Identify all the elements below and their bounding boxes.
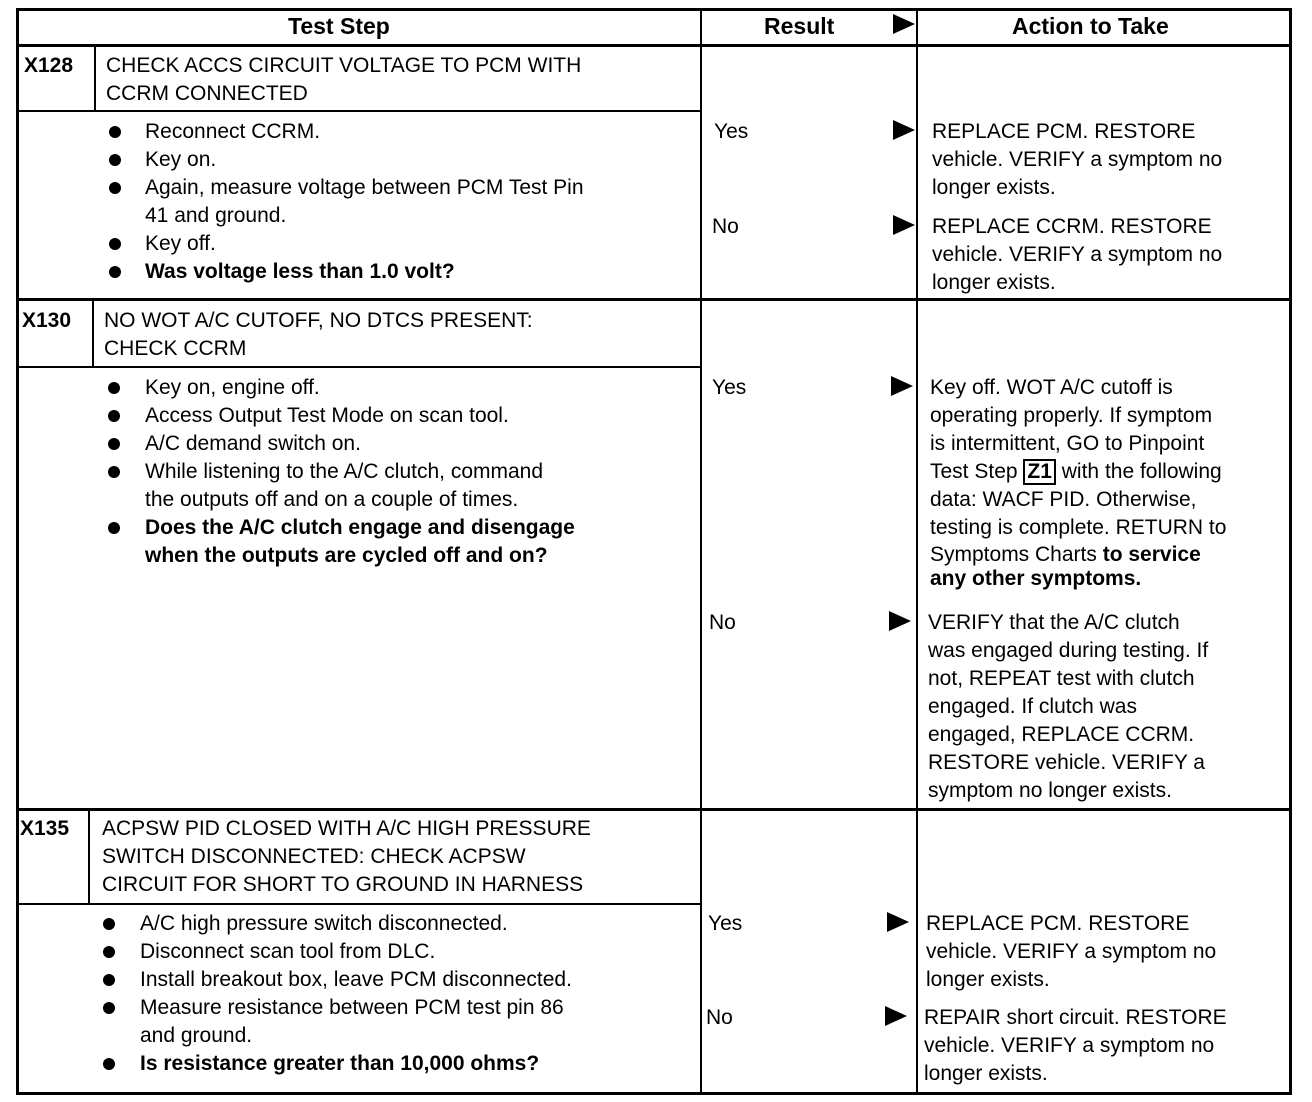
bullet-icon [108, 410, 120, 422]
step-title-line: NO WOT A/C CUTOFF, NO DTCS PRESENT: [104, 309, 533, 332]
action-line: Key off. WOT A/C cutoff is [930, 376, 1173, 399]
action-line: longer exists. [932, 176, 1056, 199]
action-line: vehicle. VERIFY a symptom no [932, 148, 1223, 171]
step-title-line: CHECK ACCS CIRCUIT VOLTAGE TO PCM WITH [106, 54, 582, 77]
action-line: symptom no longer exists. [928, 779, 1172, 802]
test-step-ref[interactable]: Z1 [1023, 459, 1056, 485]
action-line: REPLACE PCM. RESTORE [932, 120, 1196, 143]
action-line [930, 458, 1222, 486]
bullet-icon [108, 438, 120, 450]
action-text: to service [1102, 543, 1201, 566]
result-label: Yes [712, 376, 747, 399]
header-arrow-icon [893, 14, 915, 34]
action-line: REPAIR short circuit. RESTORE [924, 1006, 1227, 1029]
result-label: No [709, 611, 736, 634]
header-test-step: Test Step [288, 13, 390, 39]
header-action: Action to Take [1012, 13, 1169, 39]
step-title-line: CIRCUIT FOR SHORT TO GROUND IN HARNESS [102, 873, 584, 896]
arrow-icon [885, 1006, 907, 1026]
instruction: While listening to the A/C clutch, command [145, 460, 544, 483]
result-label: No [706, 1006, 733, 1029]
bullet-icon [103, 974, 115, 986]
instruction: and ground. [140, 1024, 253, 1047]
action-line: REPLACE PCM. RESTORE [926, 912, 1190, 935]
action-line: longer exists. [932, 271, 1056, 294]
bullet-icon [109, 126, 121, 138]
step-title-line: SWITCH DISCONNECTED: CHECK ACPSW [102, 845, 526, 868]
instruction: A/C demand switch on. [145, 432, 361, 455]
question: Is resistance greater than 10,000 ohms? [140, 1052, 540, 1075]
step-id: X128 [24, 54, 74, 77]
action-text: Symptoms Charts [930, 543, 1097, 566]
action-text: Test Step [930, 460, 1018, 483]
step-title-line: CHECK CCRM [104, 337, 247, 360]
action-line: longer exists. [926, 968, 1050, 991]
arrow-icon [891, 376, 913, 396]
action-line: vehicle. VERIFY a symptom no [932, 243, 1223, 266]
action-line: not, REPEAT test with clutch [928, 667, 1195, 690]
question: when the outputs are cycled off and on? [145, 544, 548, 567]
bullet-icon [108, 382, 120, 394]
action-line: engaged, REPLACE CCRM. [928, 723, 1195, 746]
bullet-icon [109, 238, 121, 250]
instruction: Key on. [145, 148, 217, 171]
instruction: Reconnect CCRM. [145, 120, 321, 143]
action-line: longer exists. [924, 1062, 1048, 1085]
instruction: Access Output Test Mode on scan tool. [145, 404, 509, 427]
bullet-icon [103, 918, 115, 930]
bullet-icon [103, 1002, 115, 1014]
action-line: data: WACF PID. Otherwise, [930, 488, 1197, 511]
action-line: was engaged during testing. If [928, 639, 1209, 662]
instruction: A/C high pressure switch disconnected. [140, 912, 508, 935]
action-text: with the following [1061, 460, 1222, 483]
arrow-icon [889, 611, 911, 631]
bullet-icon [103, 946, 115, 958]
arrow-icon [887, 912, 909, 932]
bullet-icon [108, 522, 120, 534]
action-line: any other symptoms. [930, 567, 1142, 590]
action-line: engaged. If clutch was [928, 695, 1137, 718]
action-line: vehicle. VERIFY a symptom no [924, 1034, 1215, 1057]
step-id: X135 [20, 817, 70, 840]
instruction: Key on, engine off. [145, 376, 320, 399]
action-line: testing is complete. RETURN to [930, 516, 1227, 539]
question: Does the A/C clutch engage and disengage [145, 516, 575, 539]
bullet-icon [108, 466, 120, 478]
arrow-icon [893, 120, 915, 140]
action-line: VERIFY that the A/C clutch [928, 611, 1180, 634]
bullet-icon [103, 1058, 115, 1070]
step-id: X130 [22, 309, 72, 332]
action-line: operating properly. If symptom [930, 404, 1213, 427]
question: Was voltage less than 1.0 volt? [145, 260, 455, 283]
instruction: Key off. [145, 232, 216, 255]
bullet-icon [109, 182, 121, 194]
result-label: No [712, 215, 739, 238]
header-result: Result [764, 13, 835, 39]
result-label: Yes [708, 912, 743, 935]
step-title-line: ACPSW PID CLOSED WITH A/C HIGH PRESSURE [102, 817, 591, 840]
action-line: REPLACE CCRM. RESTORE [932, 215, 1212, 238]
instruction: Measure resistance between PCM test pin 86 [140, 996, 564, 1019]
instruction: Disconnect scan tool from DLC. [140, 940, 436, 963]
step-title-line: CCRM CONNECTED [106, 82, 308, 105]
arrow-icon [893, 215, 915, 235]
instruction: Install breakout box, leave PCM disconnected. [140, 968, 572, 991]
action-line: RESTORE vehicle. VERIFY a [928, 751, 1205, 774]
action-line: is intermittent, GO to Pinpoint [930, 432, 1205, 455]
instruction: 41 and ground. [145, 204, 287, 227]
result-label: Yes [714, 120, 749, 143]
bullet-icon [109, 266, 121, 278]
action-line: vehicle. VERIFY a symptom no [926, 940, 1217, 963]
bullet-icon [109, 154, 121, 166]
instruction: the outputs off and on a couple of times. [145, 488, 519, 511]
instruction: Again, measure voltage between PCM Test Pin [145, 176, 584, 199]
